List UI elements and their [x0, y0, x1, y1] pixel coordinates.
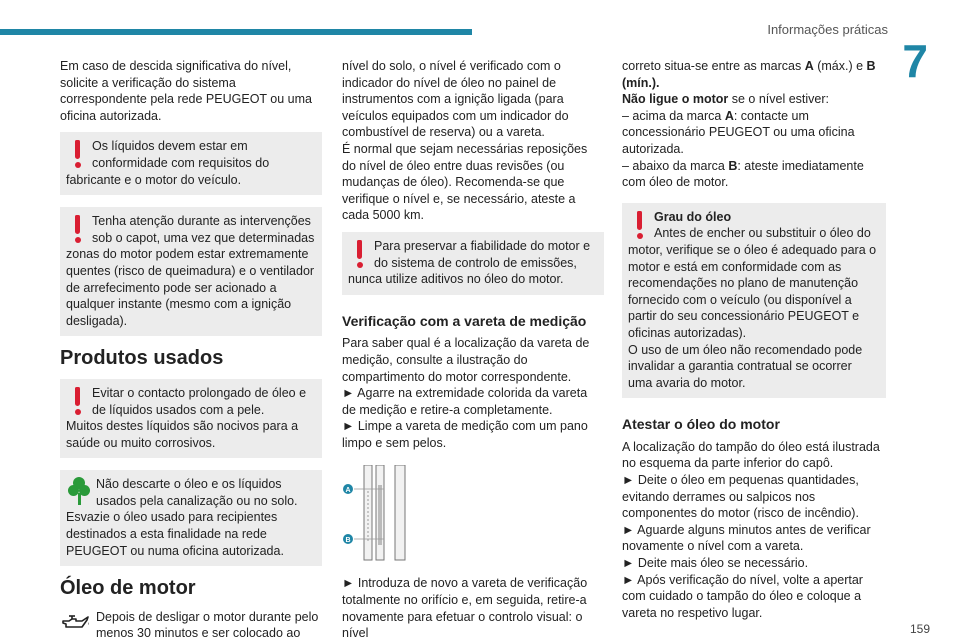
note-text: Para preservar a fiabilidade do motor e do sistema de controlo de emissões, nunca utilize aditivos no óleo do motor. [348, 238, 591, 287]
engine-oil-intro [60, 609, 322, 642]
note-text: Evitar o contacto prolongado de óleo e de líquidos usados com a pele. Muitos destes líquidos são nocivos para a saúde ou muito corrosivos. [66, 385, 307, 450]
mark-b-label: B [345, 537, 351, 545]
warning-note-hot-engine [60, 207, 322, 336]
above-mark-paragraph: – acima da marca A: contacte um concessionário PEUGEOT ou uma oficina autorizada. [622, 108, 855, 156]
level-marks-paragraph: correto situa-se entre as marcas A (máx.) e B (mín.). [622, 59, 876, 90]
warning-icon [73, 215, 83, 245]
do-not-start-paragraph: Não ligue o motor se o nível estiver: [622, 92, 829, 107]
intro-paragraph: Em caso de descida significativa do nível, solicite a verificação do sistema correspondente pela rede PEUGEOT ou uma oficina autorizada. [60, 59, 312, 123]
below-mark-paragraph: – abaixo da marca B: ateste imediatamente com óleo de motor. [622, 158, 864, 190]
environment-note-disposal [60, 470, 322, 566]
top-up-steps: A localização do tampão do óleo está ilustrada no esquema da parte inferior do capô. ► Deite o óleo em pequenas quantidades, evitando derrames ou salpicos nos componentes do motor (risco de incêndio). ► Aguarde alguns minutos antes de verificar novamente o nível com a vareta. ► Deite mais óleo se necessário. ► Após verificação do nível, volte a apertar com cuidado o tampão do óleo e coloque a vareta no respetivo lugar. [622, 439, 880, 620]
mark-a-label: A [345, 487, 351, 495]
warning-icon [73, 387, 83, 417]
warning-note-fluids [60, 132, 322, 195]
warning-note-additives [342, 232, 604, 295]
heading-engine-oil: Óleo de motor [60, 577, 196, 600]
environment-tree-icon [68, 477, 90, 507]
oil-can-icon [60, 613, 90, 633]
chapter-number: 7 [902, 35, 928, 87]
heading-products-used: Produtos usados [60, 347, 224, 370]
dipstick-steps: Para saber qual é a localização da vareta de medição, consulte a ilustração do compartimento do motor correspondente. ► Agarre na extremidade colorida da vareta de medição e retire-a completamente. ► Limpe a vareta de medição com um pano limpo e sem pelos. [342, 336, 590, 450]
heading-top-up-oil: Atestar o óleo do motor [622, 416, 780, 433]
note-text: Não descarte o óleo e os líquidos usados pela canalização ou no solo. Esvazie o óleo usado para recipientes destinados a esta finalidade na rede PEUGEOT ou numa oficina autorizada. [66, 477, 298, 558]
warning-note-oil-grade [622, 203, 886, 399]
note-title: Grau do óleo [654, 209, 732, 224]
column-1 [60, 58, 322, 642]
column-3 [622, 58, 886, 621]
oil-level-paragraph: nível do solo, o nível é verificado com o indicador do nível de óleo no painel de instrumentos com a ignição ligada (para veículos equipados com um indicador do combustível de reserva) ou a vareta. É normal que sejam necessárias reposições do nível de óleo entre duas revisões (ou mudanças de óleo). Recomenda-se que verifique o nível e, se necessário, ateste a cada 5000 km. [342, 59, 588, 223]
note-text: Antes de encher ou substituir o óleo do motor, verifique se o óleo é adequado para o motor e está em conformidade com as recomendações no plano de manutenção fornecido com o veículo (ou disponível a partir do seu concessionário PEUGEOT e oficinas autorizadas). O uso de um óleo não recomendado pode invalidar a garantia contratual se ocorrer uma avaria do motor. [628, 226, 877, 390]
header-accent-bar [0, 29, 472, 35]
engine-oil-text: Depois de desligar o motor durante pelo menos 30 minutos e ser colocado ao [96, 609, 319, 641]
warning-icon [73, 140, 83, 170]
note-text: Os líquidos devem estar em conformidade com requisitos do fabricante e o motor do veículo. [66, 139, 270, 187]
warning-icon [635, 211, 645, 241]
dipstick-illustration [342, 465, 604, 565]
page-number: 159 [909, 622, 930, 636]
warning-icon [355, 240, 365, 270]
warning-note-skin-contact [60, 379, 322, 458]
heading-dipstick-check: Verificação com a vareta de medição [342, 312, 587, 329]
dipstick-diagram [342, 465, 604, 565]
dipstick-reinsert-step: ► Introduza de novo a vareta de verificação totalmente no orifício e, em seguida, retire-a novamente para efetuar o controlo visual: o nível [342, 576, 588, 641]
column-2 [342, 58, 604, 642]
note-text: Tenha atenção durante as intervenções sob o capot, uma vez que determinadas zonas do motor podem estar extremamente quentes (risco de queimadura) e o ventilador de arrefecimento pode ser acionado a qualquer instante (mesmo com a ignição desligada). [66, 214, 315, 328]
section-title: Informações práticas [767, 22, 888, 37]
